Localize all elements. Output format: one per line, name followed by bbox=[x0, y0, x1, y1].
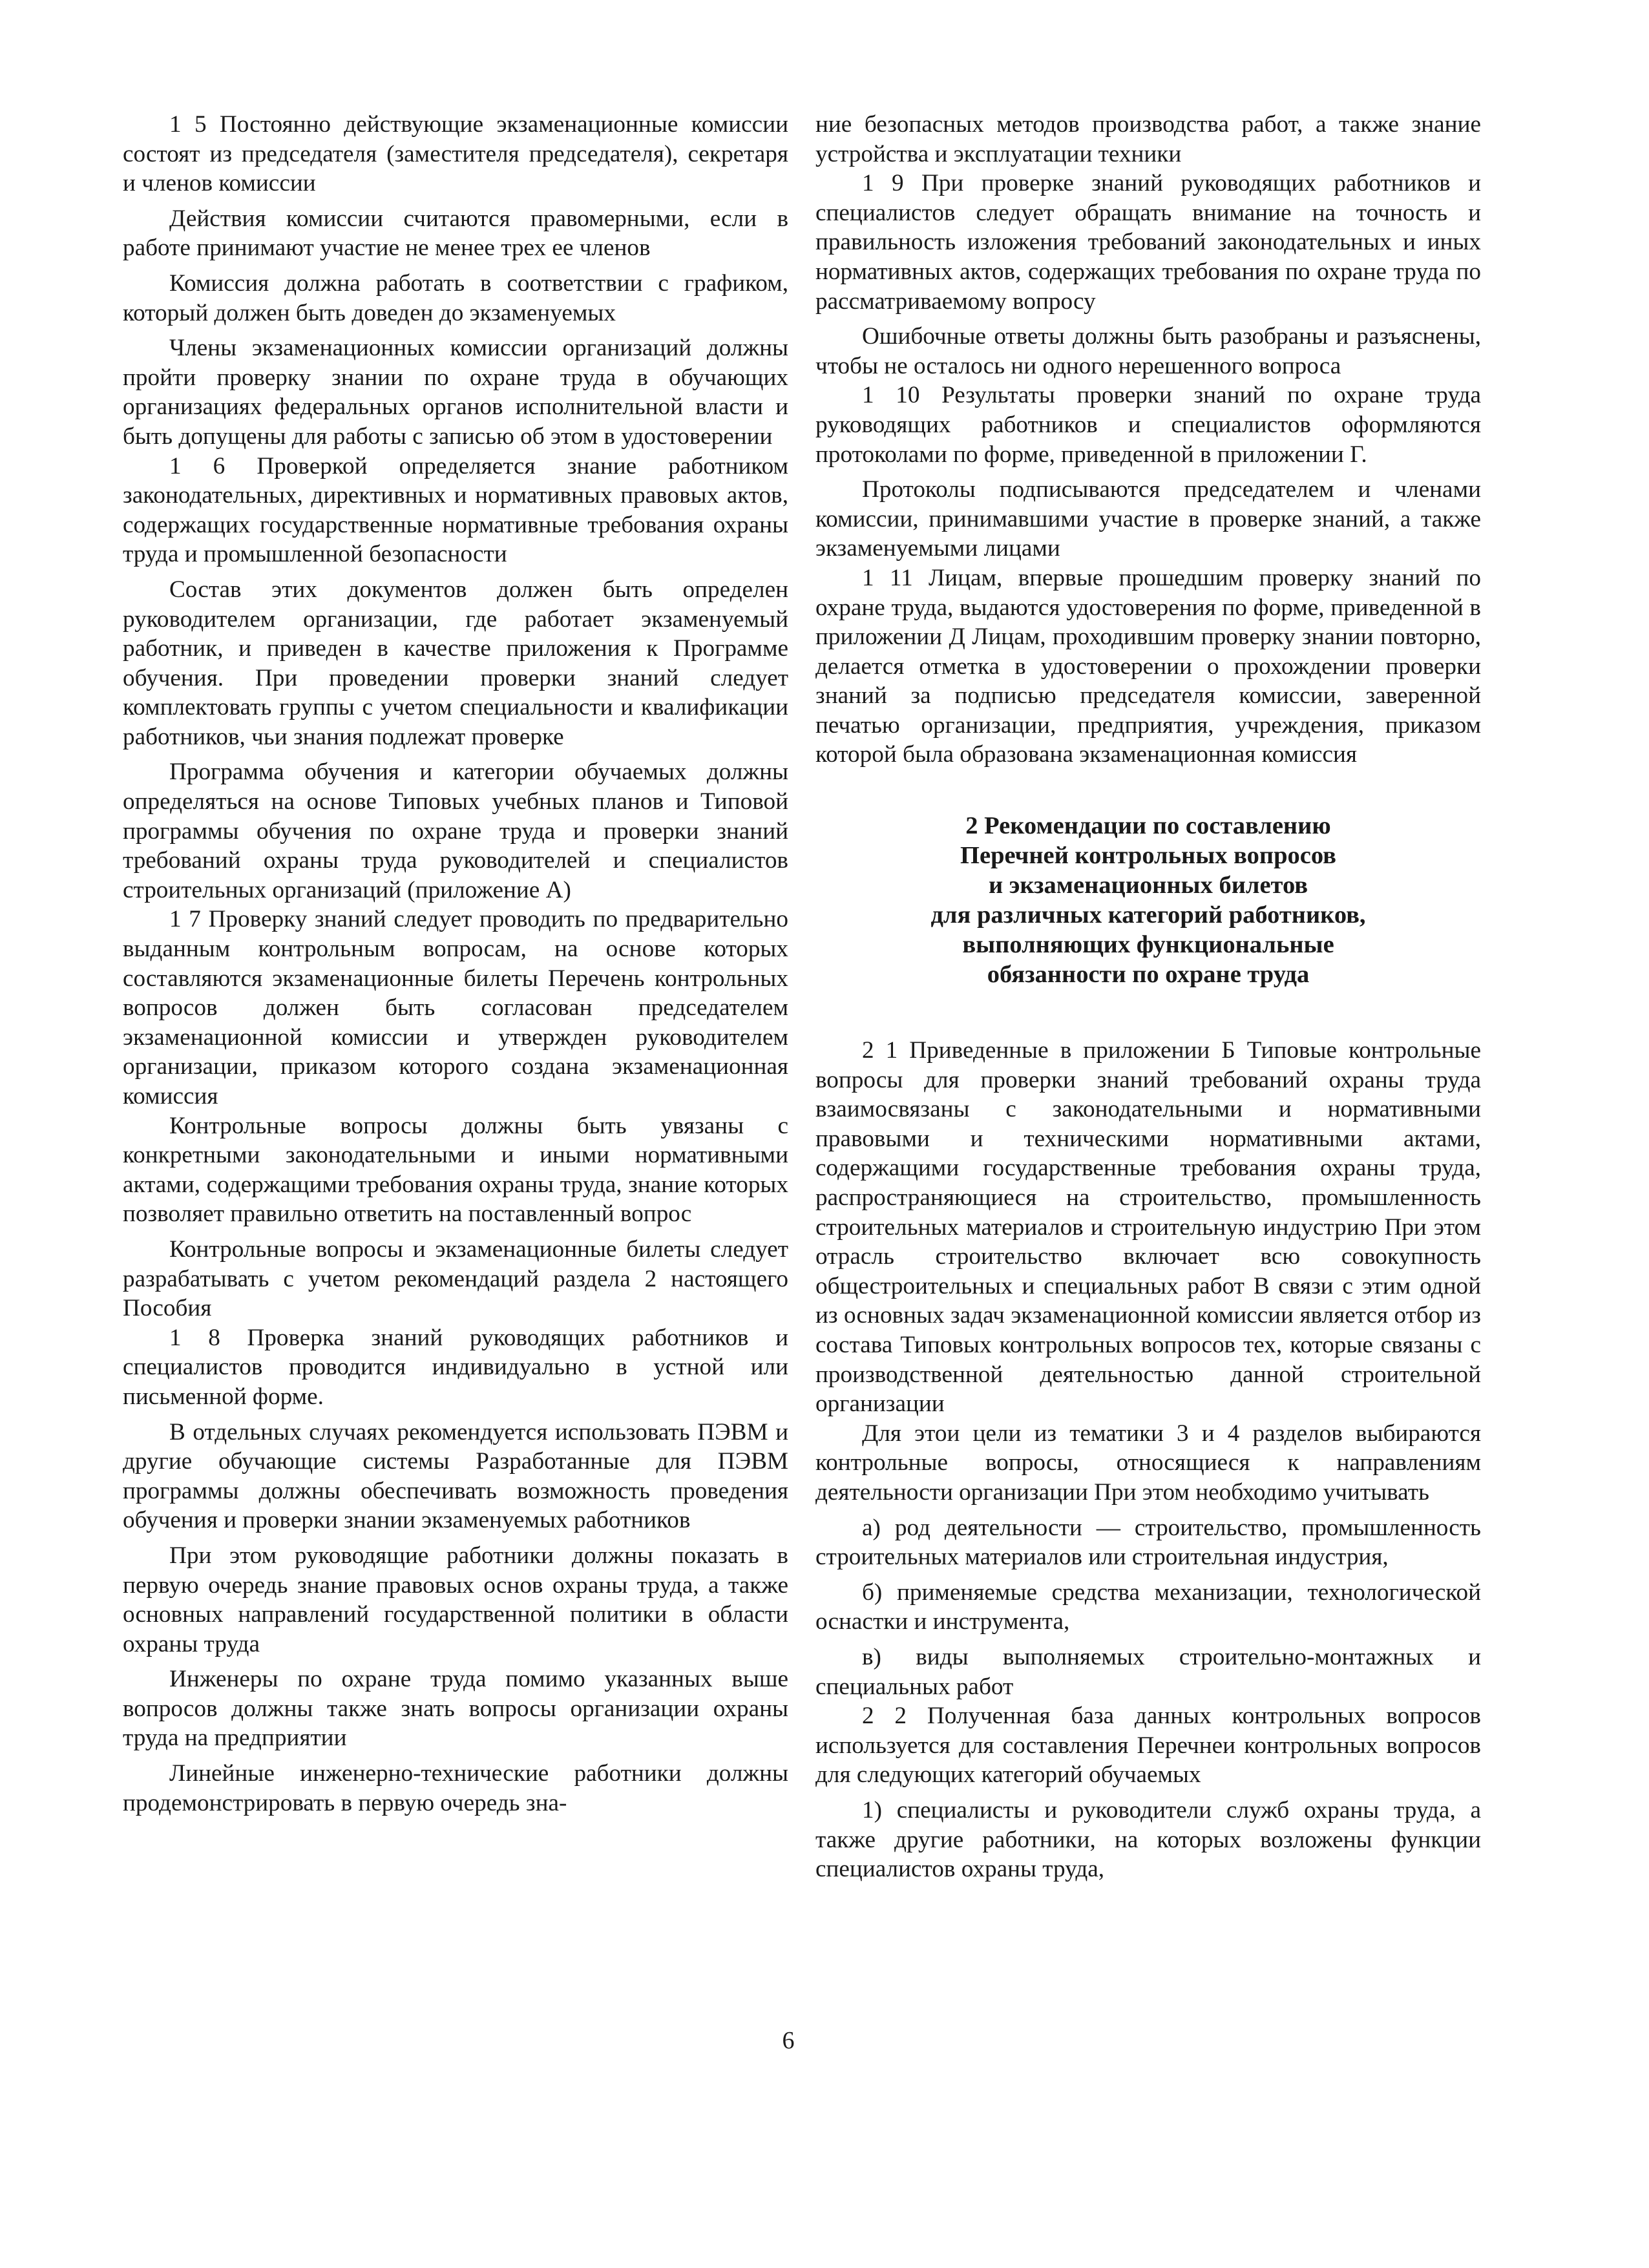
right-column bbox=[815, 110, 1481, 1884]
heading-line: для различных категорий работников, bbox=[930, 901, 1366, 929]
paragraph: Инженеры по охране труда помимо указанных выше вопросов должны также знать вопросы организации охраны труда на предприятии bbox=[123, 1666, 788, 1752]
paragraph: 1 5 Постоянно действующие экзаменационные комиссии состоят из председателя (заместителя председателя), секретаря и членов комиссии bbox=[123, 111, 788, 197]
paragraph: 2 2 Полученная база данных контрольных вопросов используется для составления Перечнеи контрольных вопросов для следующих категорий обучаемых bbox=[815, 1703, 1481, 1789]
paragraph: Протоколы подписываются председателем и членами комиссии, принимавшими участие в проверке знаний, а также экзаменуемыми лицами bbox=[815, 476, 1481, 562]
list-item: б) применяемые средства механизации, технологической оснастки и инструмента, bbox=[815, 1579, 1481, 1635]
paragraph: 1 7 Проверку знаний следует проводить по предварительно выданным контрольным вопросам, на основе которых составляются экзаменационные билеты Перечень контрольных вопросов должен быть согласован председателем экзаменационной комиссии и утвержден руководителем организации, приказом которого создана экзаменационная комиссия bbox=[123, 906, 788, 1109]
paragraph: ние безопасных методов производства работ, а также знание устройства и эксплуатации техники bbox=[815, 111, 1481, 167]
paragraph: В отдельных случаях рекомендуется использовать ПЭВМ и другие обучающие системы Разработанные для ПЭВМ программы должны обеспечивать возможность проведения обучения и проверки знании экзаменуемых работников bbox=[123, 1418, 788, 1534]
paragraph: Для этои цели из тематики 3 и 4 разделов выбираются контрольные вопросы, относящиеся к направлениям деятельности организации При этом необходимо учитывать bbox=[815, 1420, 1481, 1506]
heading-line: Перечней контрольных вопросов bbox=[960, 842, 1336, 870]
list-item: 1) специалисты и руководители служб охраны труда, а также другие работники, на которых возложены функции специалистов охраны труда, bbox=[815, 1796, 1481, 1883]
list-item: а) род деятельности — строительство, промышленность строительных материалов или строительная индустрия, bbox=[815, 1514, 1481, 1571]
paragraph: Линейные инженерно-технические работники должны продемонстрировать в первую очередь зна- bbox=[123, 1760, 788, 1816]
paragraph: Контрольные вопросы должны быть увязаны с конкретными законодательными и иными нормативными актами, содержащими требования охраны труда, знание которых позволяет правильно ответить на поставленный вопрос bbox=[123, 1112, 788, 1228]
page-number: 6 bbox=[782, 2027, 795, 2054]
paragraph: Действия комиссии считаются правомерными, если в работе принимают участие не менее трех ее членов bbox=[123, 205, 788, 262]
paragraph: 1 8 Проверка знаний руководящих работников и специалистов проводится индивидуально в устной или письменной форме. bbox=[123, 1324, 788, 1410]
heading-line: 2 Рекомендации по составлению bbox=[965, 812, 1331, 840]
paragraph: Ошибочные ответы должны быть разобраны и разъяснены, чтобы не осталось ни одного нерешенного вопроса bbox=[815, 323, 1481, 379]
heading-line: выполняющих функциональные bbox=[962, 931, 1334, 959]
paragraph: 1 11 Лицам, впервые прошедшим проверку знаний по охране труда, выдаются удостоверения по форме, приведенной в приложении Д Лицам, проходившим проверку знании повторно, делается отметка в удостоверении о прохождении проверки знаний за подписью председателя комиссии, заверенной печатью организации, предприятия, учреждения, приказом которой была образована экзаменационная комиссия bbox=[815, 564, 1481, 768]
heading-line: обязанности по охране труда bbox=[987, 961, 1310, 989]
left-column bbox=[123, 110, 788, 1818]
paragraph: Члены экзаменационных комиссии организаций должны пройти проверку знании по охране труда в обучающих организациях федеральных органов исполнительной власти и быть допущены для работы с записью об этом в удостоверении bbox=[123, 335, 788, 450]
paragraph: Контрольные вопросы и экзаменационные билеты следует разрабатывать с учетом рекомендаций раздела 2 настоящего Пособия bbox=[123, 1235, 788, 1322]
heading-line: и экзаменационных билетов bbox=[988, 872, 1308, 899]
list-item: в) виды выполняемых строительно-монтажных и специальных работ bbox=[815, 1643, 1481, 1700]
paragraph: Состав этих документов должен быть определен руководителем организации, где работает экзаменуемый работник, и приведен в качестве приложения к Программе обучения. При проведении проверки знаний следует комплектовать группы с учетом специальности и квалификации работников, чьи знания подлежат проверке bbox=[123, 576, 788, 750]
paragraph: 1 9 При проверке знаний руководящих работников и специалистов следует обращать внимание на точность и правильность изложения требований законодательных и иных нормативных актов, содержащих требования по охране труда по рассматриваемому вопросу bbox=[815, 170, 1481, 315]
paragraph: Программа обучения и категории обучаемых должны определяться на основе Типовых учебных планов и Типовой программы обучения по охране труда и проверки знаний требований охраны труда руководителей и специалистов строительных организаций (приложение А) bbox=[123, 759, 788, 903]
paragraph: 2 1 Приведенные в приложении Б Типовые контрольные вопросы для проверки знаний требований охраны труда взаимосвязаны с законодательными и нормативными правовыми и техническими нормативными актами, содержащими государственные требования охраны труда, распространяющиеся на строительство, промышленность строительных материалов и строительную индустрию При этом отрасль строительство включает всю совокупность общестроительных и специальных работ В связи с этим одной из основных задач экзаменационной комиссии является отбор из состава Типовых контрольных вопросов тех, которые связаны с производственной деятельностью данной строительной организации bbox=[815, 1037, 1481, 1418]
paragraph: Комиссия должна работать в соответствии с графиком, который должен быть доведен до экзаменуемых bbox=[123, 269, 788, 326]
paragraph: 1 10 Результаты проверки знаний по охране труда руководящих работников и специалистов оформляются протоколами по форме, приведенной в приложении Г. bbox=[815, 382, 1481, 468]
paragraph: При этом руководящие работники должны показать в первую очередь знание правовых основ охраны труда, а также основных направлений государственной политики в области охраны труда bbox=[123, 1542, 788, 1657]
section-heading bbox=[815, 811, 1481, 989]
paragraph: 1 6 Проверкой определяется знание работником законодательных, директивных и нормативных правовых актов, содержащих государственные нормативные требования охраны труда и промышленной безопасности bbox=[123, 452, 788, 568]
